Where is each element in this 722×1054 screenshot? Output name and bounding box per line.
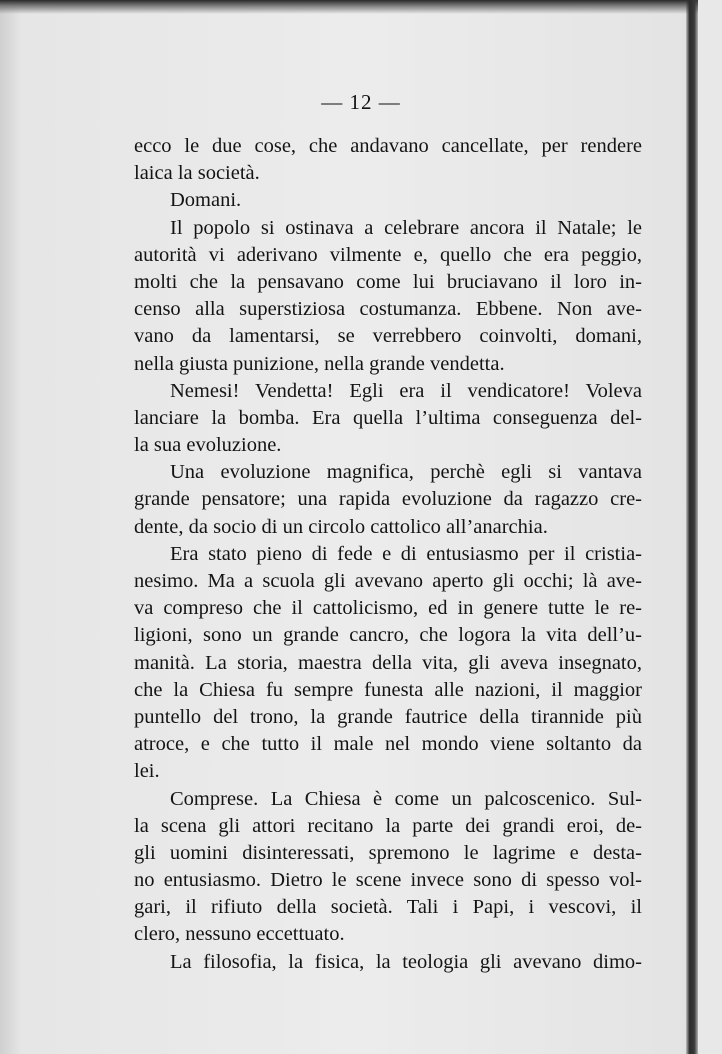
text-line: ecco le due cose, che andavano cancellate, per rendere — [134, 135, 642, 157]
text-line: autorità vi aderivano vilmente e, quello che era peggio, — [134, 243, 642, 266]
page-margin-strip — [698, 0, 722, 1054]
body-text — [134, 133, 642, 976]
text-line: Era stato pieno di fede e di entusiasmo per il cristia- — [170, 542, 642, 565]
text-line: la sua evoluzione. — [134, 434, 282, 457]
text-line: laica la società. — [134, 162, 260, 185]
text-line: censo alla superstiziosa costumanza. Ebbene. Non ave- — [134, 298, 642, 321]
text-line: ligioni, sono un grande cancro, che logora la vita dell’u- — [134, 624, 642, 647]
text-line: Comprese. La Chiesa è come un palcoscenico. Sul- — [170, 787, 642, 810]
text-line: vano da lamentarsi, se verrebbero coinvolti, domani, — [134, 325, 642, 348]
book-binding-edge — [686, 0, 698, 1054]
text-line: che la Chiesa fu sempre funesta alle nazioni, il maggior — [134, 678, 642, 701]
text-line: gli uomini disinteressati, spremono le lagrime e desta- — [134, 841, 642, 864]
text-line: dente, da socio di un circolo cattolico all’anarchia. — [134, 515, 548, 538]
page-top-shadow — [0, 0, 700, 14]
text-line: lanciare la bomba. Era quella l’ultima conseguenza del- — [134, 406, 642, 429]
text-line: nesimo. Ma a scuola gli avevano aperto gli occhi; là ave- — [134, 570, 642, 592]
text-line: la scena gli attori recitano la parte dei grandi eroi, de- — [134, 814, 642, 837]
text-line: Domani. — [170, 189, 242, 212]
text-line: La filosofia, la fisica, la teologia gli avevano dimo- — [170, 950, 642, 973]
text-line: Una evoluzione magnifica, perchè egli si vantava — [170, 461, 642, 484]
text-line: lei. — [134, 760, 160, 783]
text-line: gari, il rifiuto della società. Tali i Papi, i vescovi, il — [134, 896, 642, 919]
text-line: nella giusta punizione, nella grande vendetta. — [134, 352, 505, 375]
text-line: no entusiasmo. Dietro le scene invece sono di spesso vol- — [134, 869, 642, 892]
text-line: Nemesi! Vendetta! Egli era il vendicatore! Voleva — [170, 379, 642, 402]
text-line: puntello del trono, la grande fautrice della tirannide più — [134, 705, 642, 728]
text-line: manità. La storia, maestra della vita, gli aveva insegnato, — [134, 651, 642, 674]
text-line: grande pensatore; una rapida evoluzione da ragazzo cre- — [134, 488, 642, 511]
text-line: molti che la pensavano come lui bruciavano il loro in- — [134, 270, 642, 293]
text-line: va compreso che il cattolicismo, ed in genere tutte le re- — [134, 597, 642, 620]
text-line: Il popolo si ostinava a celebrare ancora il Natale; le — [170, 216, 642, 239]
text-line: clero, nessuno eccettuato. — [134, 923, 345, 946]
text-line: atroce, e che tutto il male nel mondo viene soltanto da — [134, 733, 642, 756]
page-number: — 12 — — [321, 90, 401, 114]
